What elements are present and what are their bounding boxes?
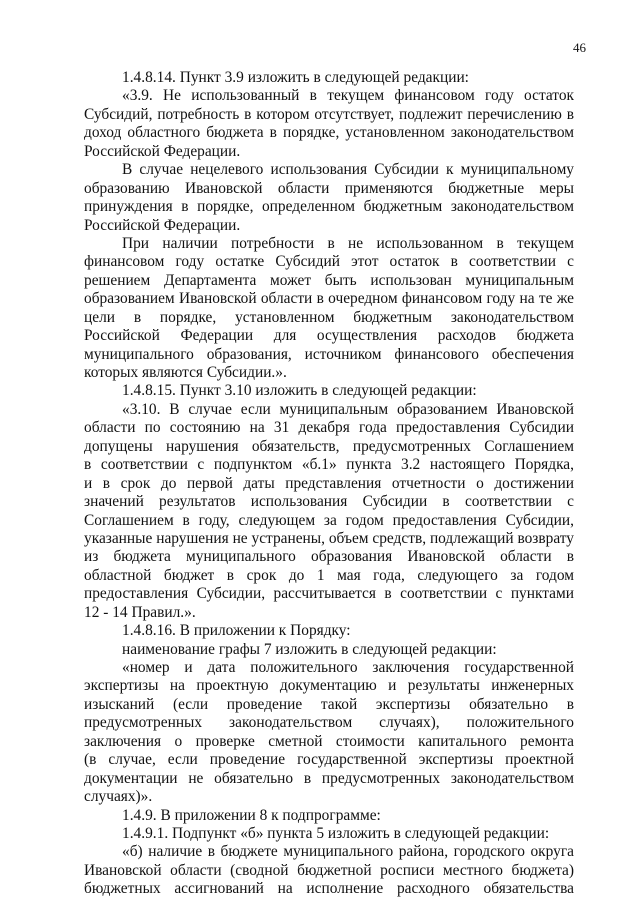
text-line: Российской Федерации. <box>84 216 241 234</box>
text-line: предоставления Субсидии, рассчитывается в соответствии с пунктами <box>84 585 574 603</box>
text-line: 1.4.8.14. Пункт 3.9 изложить в следующей редакции: <box>122 69 469 86</box>
text-line: бюджетных ассигнований на исполнение расходного обязательства <box>84 880 574 898</box>
text-line: предусмотренных законодательством случаях), положительного <box>84 714 574 732</box>
text-line: принуждения в порядке, определенном бюджетным законодательством <box>84 198 574 216</box>
text-line: наименование графы 7 изложить в следующей редакции: <box>122 640 497 658</box>
text-line: При наличии потребности в не использованном в текущем <box>122 234 574 252</box>
text-line: Ивановской области (сводной бюджетной росписи местного бюджета) <box>84 861 574 879</box>
text-line: муниципального образования, источником финансового обеспечения <box>84 345 574 363</box>
text-line: случаях)». <box>84 788 153 806</box>
page-number: 46 <box>573 40 586 55</box>
text-line: «б) наличие в бюджете муниципального района, городского округа <box>122 843 574 861</box>
text-line: областной бюджет в срок до 1 мая года, следующего за годом <box>84 566 574 584</box>
text-line: Российской Федерации для осуществления расходов бюджета <box>84 327 574 345</box>
text-line: образованию Ивановской области применяются бюджетные меры <box>84 179 574 197</box>
text-line: 1.4.8.16. В приложении к Порядку: <box>122 622 351 640</box>
text-line: Субсидий, потребность в котором отсутствует, подлежит перечислению в <box>84 105 574 123</box>
text-line: цели в порядке, установленном бюджетным законодательством <box>84 308 574 326</box>
text-line: В случае нецелевого использования Субсидии к муниципальному <box>122 161 574 179</box>
text-line: заключения о проверке сметной стоимости капитального ремонта <box>84 732 574 750</box>
text-line: финансовом году остатке Субсидий этот остаток в соответствии с <box>84 253 574 271</box>
text-line: «номер и дата положительного заключения государственной <box>122 659 574 676</box>
text-line: «3.10. В случае если муниципальным образованием Ивановской <box>122 400 574 418</box>
text-line: доход областного бюджета в порядке, установленном законодательством <box>84 124 574 142</box>
text-line: изысканий (если проведение такой экспертизы обязательно в <box>84 695 574 713</box>
text-line: образованием Ивановской области в очередном финансовом году на те же <box>84 290 574 308</box>
text-line: документации не обязательно в предусмотренных законодательством <box>84 769 574 787</box>
text-line: 12 - 14 Правил.». <box>84 603 196 621</box>
text-line: Российской Федерации. <box>84 142 241 160</box>
text-line: и в срок до первой даты представления отчетности о достижении <box>84 474 574 492</box>
text-line: допущены нарушения обязательств, предусмотренных Соглашением <box>84 437 574 455</box>
text-line: значений результатов использования Субсидии в соответствии с <box>84 493 574 511</box>
text-line: экспертизы на проектную документацию и результаты инженерных <box>84 677 574 695</box>
text-line: Соглашением в году, следующем за годом предоставления Субсидии, <box>84 511 574 529</box>
text-line: из бюджета муниципального образования Ивановской области в <box>84 548 574 566</box>
text-line: «3.9. Не использованный в текущем финансовом году остаток <box>122 87 574 105</box>
text-line: 1.4.9.1. Подпункт «б» пункта 5 изложить в следующей редакции: <box>122 824 550 842</box>
text-line: 1.4.8.15. Пункт 3.10 изложить в следующей редакции: <box>122 382 477 400</box>
text-line: указанные нарушения не устранены, объем средств, подлежащий возврату <box>84 529 574 547</box>
text-line: области по состоянию на 31 декабря года предоставления Субсидии <box>84 419 574 437</box>
text-line: которых являются Субсидии.». <box>84 364 287 381</box>
text-line: (в случае, если проведение государственной экспертизы проектной <box>84 751 574 769</box>
text-line: 1.4.9. В приложении 8 к подпрограмме: <box>122 806 381 824</box>
document-body <box>84 69 574 899</box>
text-line: в соответствии с подпунктом «б.1» пункта 3.2 настоящего Порядка, <box>84 456 574 474</box>
text-line: решением Департамента может быть использован муниципальным <box>84 271 574 289</box>
